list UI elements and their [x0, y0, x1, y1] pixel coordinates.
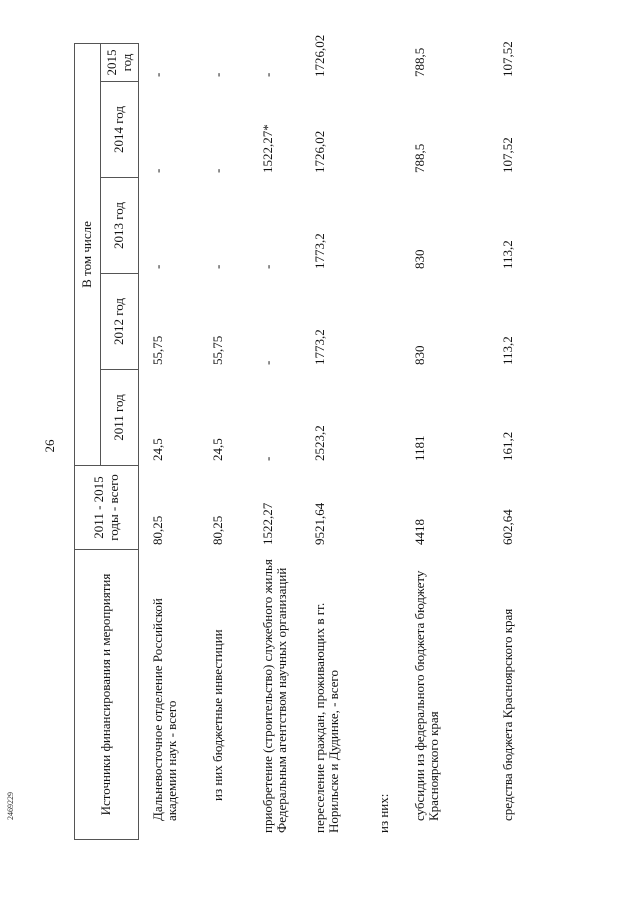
cell-total: 9521,64 [311, 502, 327, 545]
header-year-2013: 2013 год [101, 178, 139, 274]
cell-2014: - [209, 168, 225, 173]
header-year-2014: 2014 год [101, 82, 139, 178]
table-row [369, 43, 407, 839]
cell-2015: - [150, 72, 165, 77]
cell-2015: - [259, 72, 275, 77]
cell-2014: 1522,27* [259, 124, 275, 173]
cell-2013: - [259, 264, 275, 269]
cell-2011: 1181 [411, 435, 427, 461]
table-row [489, 43, 549, 839]
cell-2013: 1773,2 [311, 233, 327, 269]
header-source: Источники финансирования и мероприятия [75, 550, 139, 840]
cell-2013: 830 [411, 249, 427, 269]
header-year-2015: 2015 год [101, 43, 139, 81]
cell-2012: 113,2 [499, 336, 515, 365]
row-name: приобретение (строительство) служебного жилья Федеральным агентством научных организаций [259, 559, 289, 833]
row-name: средства бюджета Красноярского края [499, 608, 515, 821]
header-total: 2011 - 2015 годы - всего [75, 466, 139, 550]
row-name: переселение граждан, проживающих в гг. Норильске и Дудинке, - всего [311, 602, 341, 833]
table-row [139, 43, 211, 839]
cell-2014: 107,52 [499, 137, 515, 173]
row-name: субсидии из федерального бюджета бюджету Красноярского края [411, 570, 441, 821]
document-code: 2469229 [6, 792, 15, 820]
cell-2015: 1726,02 [311, 34, 327, 77]
header-year-2012: 2012 год [101, 274, 139, 370]
cell-total [369, 466, 407, 550]
cell-total: 1522,27 [259, 502, 275, 545]
row-name: Дальневосточное отделение Российской академии наук - всего [150, 598, 180, 821]
cell-2011: 161,2 [499, 431, 515, 461]
header-group: В том числе [75, 43, 101, 465]
row-name: из них: [375, 793, 391, 833]
cell-2014 [369, 82, 407, 178]
cell-2012: - [259, 360, 275, 365]
cell-2014: 1726,02 [311, 130, 327, 173]
cell-total: 80,25 [150, 515, 165, 545]
cell-2014: 788,5 [411, 143, 427, 173]
cell-2013: - [150, 264, 165, 269]
cell-2015 [369, 43, 407, 81]
cell-2011 [369, 370, 407, 466]
row-name: из них бюджетные инвестиции [209, 629, 225, 801]
cell-2011: 24,5 [209, 438, 225, 461]
cell-2013 [369, 178, 407, 274]
cell-total: 80,25 [209, 515, 225, 545]
cell-2013: - [209, 264, 225, 269]
cell-2012: 55,75 [150, 335, 165, 365]
cell-2011: 2523,2 [311, 425, 327, 461]
cell-2011: 24,5 [150, 438, 165, 461]
cell-total: 602,64 [499, 509, 515, 545]
cell-2015: - [209, 72, 225, 77]
table-row [249, 43, 307, 839]
cell-2013: 113,2 [499, 240, 515, 269]
cell-2011: - [259, 456, 275, 461]
table-row [407, 43, 489, 839]
cell-2012: 830 [411, 345, 427, 365]
cell-2015: 788,5 [411, 47, 427, 77]
header-year-2011: 2011 год [101, 370, 139, 466]
table-row [211, 43, 249, 839]
page-number: 26 [42, 439, 57, 453]
cell-2012: 55,75 [209, 335, 225, 365]
cell-2012: 1773,2 [311, 329, 327, 365]
financing-table [74, 34, 549, 840]
cell-2012 [369, 274, 407, 370]
rotated-table-container [74, 34, 544, 840]
cell-2014: - [150, 168, 165, 173]
cell-2015: 107,52 [499, 41, 515, 77]
table-row [307, 43, 369, 839]
cell-total: 4418 [411, 519, 427, 545]
